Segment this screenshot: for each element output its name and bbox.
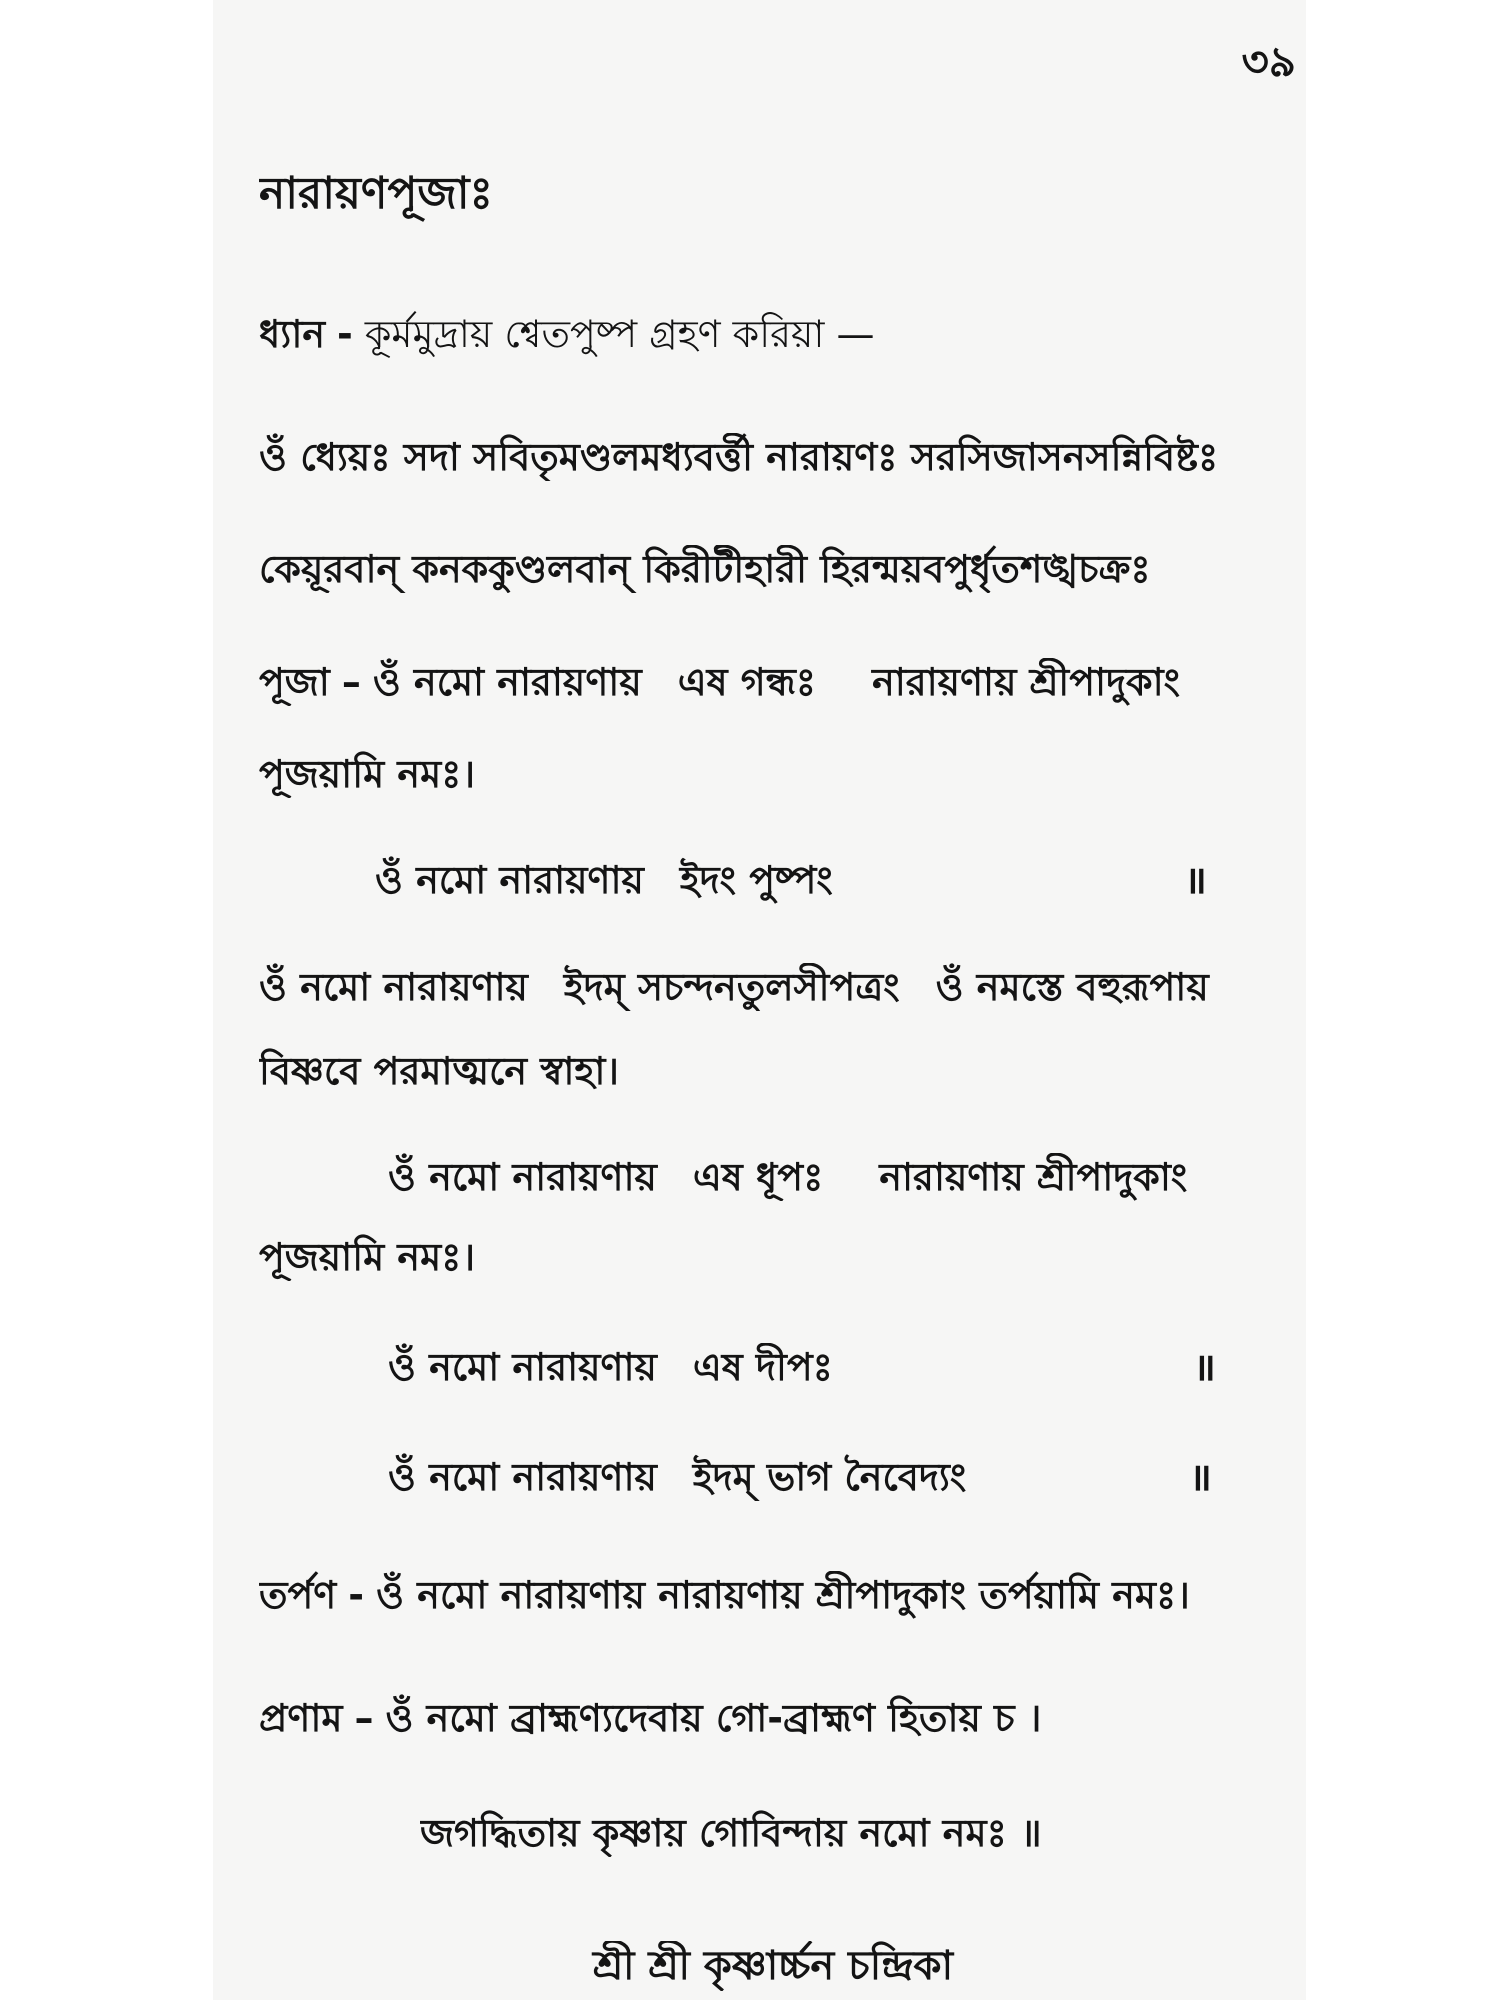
tarpana-separator: - <box>348 1573 365 1617</box>
naivedya-line <box>388 1453 1170 1501</box>
book-title-footer: শ্রী শ্রী কৃষ্ণার্চ্চন চন্দ্রিকা <box>592 1943 954 1989</box>
pranama-line <box>259 1694 1310 1742</box>
page-title: নারায়ণপূজাঃ <box>259 168 493 219</box>
tulasi-line <box>259 963 1310 1011</box>
dhyana-verse-line-1: ওঁ ধ্যেয়ঃ সদা সবিতৃমণ্ডলমধ্যবর্ত্তী নারায়ণঃ সরসিজাসনসন্নিবিষ্টঃ <box>259 435 1219 479</box>
pranama-text: ওঁ নমো ব্রাহ্মণ্যদেবায় গো-ব্রাহ্মণ হিতায় চ । <box>385 1696 1042 1740</box>
tarpana-text: ওঁ নমো নারায়ণায় নারায়ণায় শ্রীপাদুকাং তর্পয়ামি নমঃ। <box>376 1573 1190 1617</box>
tulasi-mantra: ওঁ নমস্তে বহুরূপায় <box>935 965 1209 1009</box>
gandha-invocation: ওঁ নমো নারায়ণায় <box>372 660 642 704</box>
gandha-dedication: নারায়ণায় শ্রীপাদুকাং <box>872 660 1180 704</box>
gandha-offering: এষ গন্ধঃ <box>677 660 817 704</box>
dhupa-offering: এষ ধূপঃ <box>692 1155 824 1199</box>
puja-label: পূজা <box>259 660 330 704</box>
dipa-invocation: ওঁ নমো নারায়ণায় <box>388 1345 657 1389</box>
dipa-offering: এষ দীপঃ <box>692 1345 833 1389</box>
naivedya-invocation: ওঁ নমো নারায়ণায় <box>388 1455 657 1499</box>
dhupa-dedication: নারায়ণায় শ্রীপাদুকাং <box>879 1155 1188 1199</box>
pranama-separator: – <box>354 1696 374 1740</box>
gandha-ending: পূজয়ামি নমঃ। <box>259 752 476 796</box>
dhupa-invocation: ওঁ নমো নারায়ণায় <box>388 1155 657 1199</box>
tulasi-ending: বিষ্ণবে পরমাত্মনে স্বাহা। <box>259 1049 620 1093</box>
tarpana-line <box>259 1571 1310 1619</box>
dhupa-line <box>388 1153 1310 1201</box>
tulasi-invocation: ওঁ নমো নারায়ণায় <box>259 965 528 1009</box>
pushpa-invocation: ওঁ নমো নারায়ণায় <box>375 858 644 902</box>
tarpana-label: তর্পণ <box>259 1573 337 1617</box>
dhyana-line <box>259 310 1310 358</box>
dhupa-ending: পূজয়ামি নমঃ। <box>259 1235 476 1279</box>
dhyana-instruction: কূর্মমুদ্রায় শ্বেতপুষ্প গ্রহণ করিয়া — <box>364 312 875 356</box>
dhyana-separator: - <box>337 312 353 356</box>
page-number: ৩৯ <box>1241 37 1296 86</box>
puja-separator: – <box>341 660 361 704</box>
pranama-line-2: জগদ্ধিতায় কৃষ্ণায় গোবিন্দায় নমো নমঃ ॥ <box>420 1811 1042 1855</box>
dipa-line <box>388 1343 1170 1391</box>
dhyana-verse-line-2: কেয়ূরবান্ কনককুণ্ডলবান্ কিরীটীহারী হিরন্ময়বপুর্ধৃতশঙ্খচক্রঃ <box>259 547 1151 591</box>
pushpa-offering: ইদং পুষ্পং <box>679 858 833 902</box>
dipa-double-danda: ॥ <box>1193 1345 1216 1389</box>
naivedya-offering: ইদম্ ভাগ নৈবেদ্যং <box>692 1455 967 1499</box>
pushpa-line <box>375 856 1170 904</box>
naivedya-double-danda: ॥ <box>1189 1455 1212 1499</box>
tulasi-offering: ইদম্ সচন্দনতুলসীপত্রং <box>563 965 900 1009</box>
pranama-label: প্রণাম <box>259 1696 343 1740</box>
pushpa-double-danda: ॥ <box>1184 858 1207 902</box>
puja-gandha-line <box>259 658 1310 706</box>
dhyana-label: ধ্যান <box>259 312 326 356</box>
